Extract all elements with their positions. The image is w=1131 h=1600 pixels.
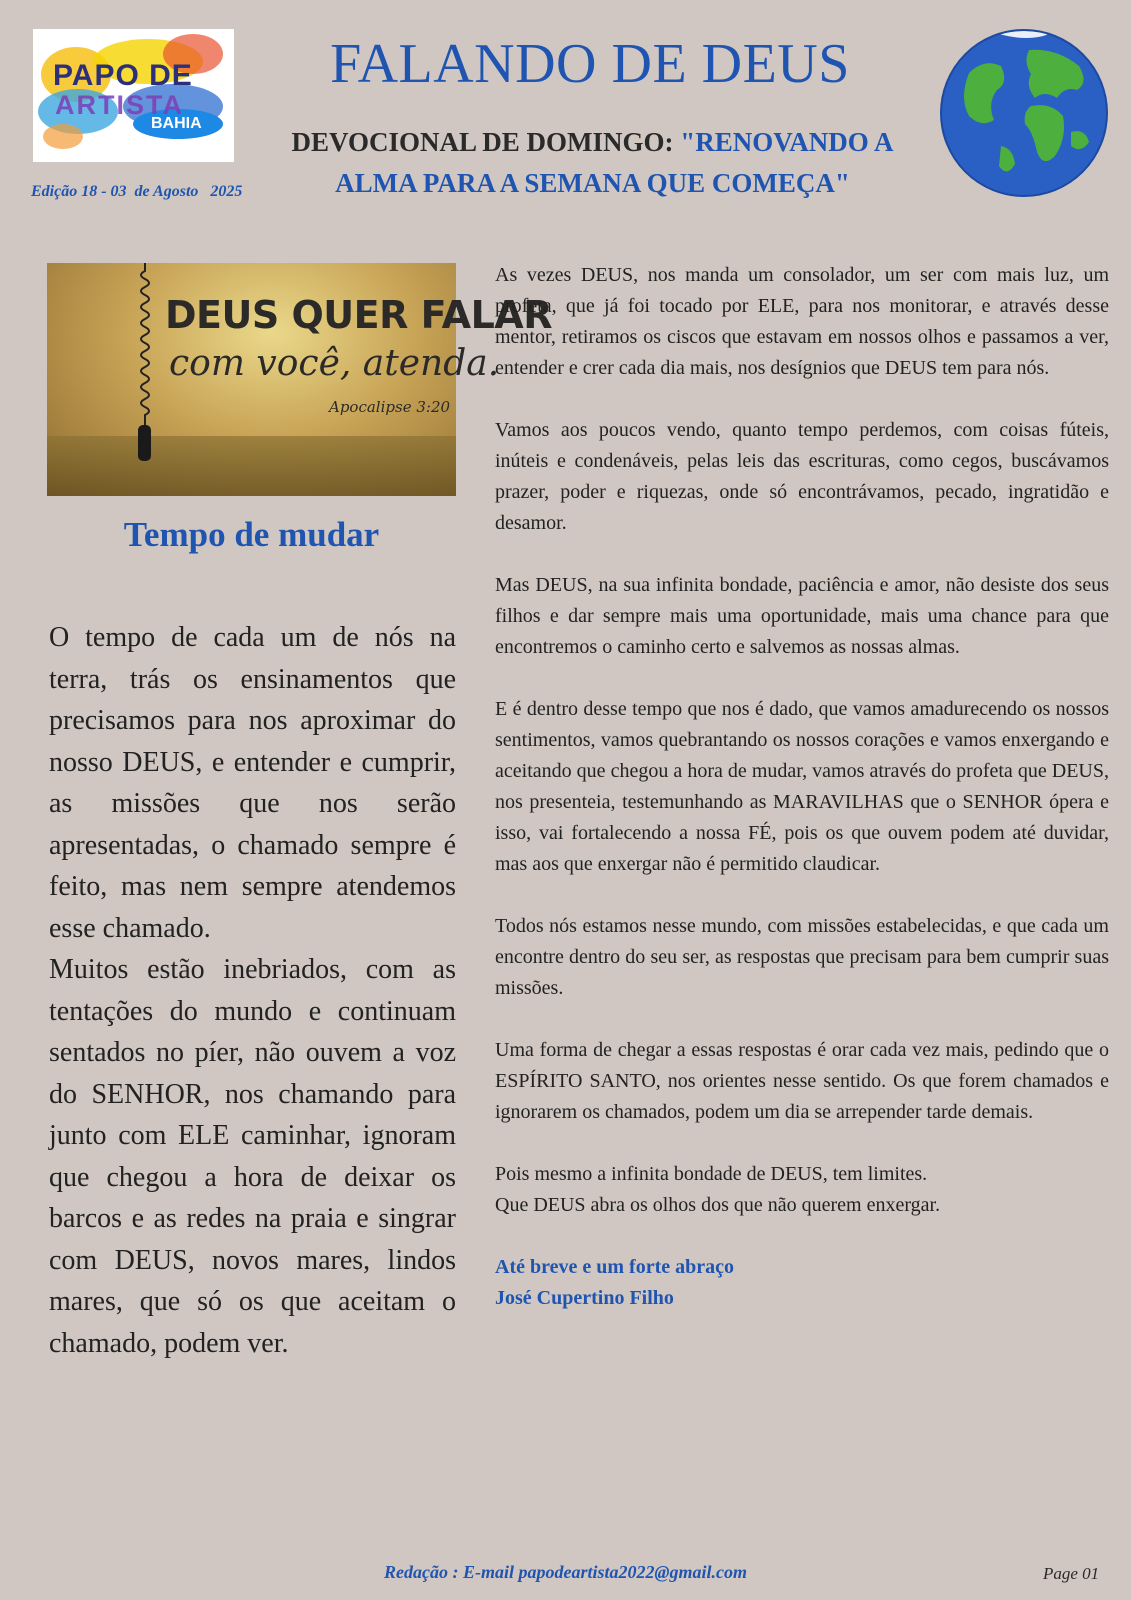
footer-email: Redação : E-mail papodeartista2022@gmail.com	[384, 1562, 747, 1582]
image-heading-line2: com você, atenda.	[169, 343, 500, 384]
closing-line: Até breve e um forte abraço	[495, 1256, 734, 1278]
logo-text-papo-de: PAPO DE	[53, 59, 193, 92]
right-paragraph-2: Vamos aos poucos vendo, quanto tempo perdemos, com coisas fúteis, inúteis e condenáveis, pelas leis das escrituras, como cegos, buscávamos prazer, poder e riquezas, onde só encontrávamos, pecado, ingratidão e desamor.	[495, 419, 1109, 534]
newsletter-subtitle	[280, 122, 905, 204]
globe-icon	[939, 28, 1109, 198]
subtitle-theme-part2: ALMA PARA A SEMANA QUE COMEÇA"	[335, 168, 850, 198]
logo-text-bahia: BAHIA	[151, 115, 202, 132]
left-column-text	[49, 617, 456, 1364]
left-paragraph-2: Muitos estão inebriados, com as tentações do mundo e continuam sentados no píer, não ouvem a voz do SENHOR, nos chamando para junto com ELE caminhar, ignoram que chegou a hora de deixar os barcos e as redes na praia e singrar com DEUS, novos mares, lindos mares, que só os que aceitam o chamado, podem ver.	[49, 954, 456, 1359]
author-name: José Cupertino Filho	[495, 1287, 674, 1309]
feature-image	[47, 263, 552, 496]
right-paragraph-7b: Que DEUS abra os olhos dos que não querem enxergar.	[495, 1194, 941, 1216]
right-paragraph-3: Mas DEUS, na sua infinita bondade, paciência e amor, não desiste dos seus filhos e dar sempre mais uma oportunidade, mais uma chance para que encontremos o caminho certo e salvemos as nossas almas.	[495, 574, 1109, 658]
subtitle-theme-part1: "RENOVANDO A	[680, 127, 894, 157]
right-paragraph-5: Todos nós estamos nesse mundo, com missões estabelecidas, e que cada um encontre dentro do seu ser, as respostas que precisam para bem cumprir suas missões.	[495, 915, 1109, 999]
papo-de-artista-logo	[33, 29, 234, 162]
image-heading-line1: DEUS QUER FALAR	[165, 293, 552, 337]
right-column-text	[495, 260, 1109, 1314]
page-number: Page 01	[1043, 1564, 1100, 1583]
telephone-cord-icon	[133, 263, 157, 473]
logo-text-artista: ARTISTA	[55, 90, 184, 120]
edition-date: Edição 18 - 03 de Agosto 2025	[31, 183, 243, 200]
subtitle-label: DEVOCIONAL DE DOMINGO:	[291, 127, 681, 157]
newsletter-title: FALANDO DE DEUS	[330, 33, 850, 95]
image-bible-reference: Apocalipse 3:20	[329, 398, 451, 416]
right-paragraph-4: E é dentro desse tempo que nos é dado, que vamos amadurecendo os nossos sentimentos, vamos quebrantando os nossos corações e vamos enxergando e aceitando que chegou a hora de mudar, vamos através do profeta que DEUS, nos presenteia, testemunhando as MARAVILHAS que o SENHOR ópera e isso, vai fortalecendo a nossa FÉ, pois os que ouvem podem até duvidar, mas aos que enxergar não é permitido claudicar.	[495, 698, 1109, 875]
left-paragraph-1: O tempo de cada um de nós na terra, trás os ensinamentos que precisamos para nos aproximar do nosso DEUS, e entender e cumprir, as missões que nos serão apresentadas, o chamado sempre é feito, mas nem sempre atendemos esse chamado.	[49, 622, 456, 944]
right-paragraph-7a: Pois mesmo a infinita bondade de DEUS, tem limites.	[495, 1163, 928, 1185]
section-title: Tempo de mudar	[123, 515, 380, 554]
right-paragraph-6: Uma forma de chegar a essas respostas é orar cada vez mais, pedindo que o ESPÍRITO SANTO, nos orientes nesse sentido. Os que forem chamados e ignorarem os chamados, podem um dia se arrepender tarde demais.	[495, 1039, 1109, 1123]
right-paragraph-1: As vezes DEUS, nos manda um consolador, um ser com mais luz, um profeta, que já foi tocado por ELE, para nos monitorar, e através desse mentor, retiramos os ciscos que estavam em nossos olhos e passamos a ver, entender e crer cada dia mais, nos desígnios que DEUS tem para nós.	[495, 264, 1109, 379]
